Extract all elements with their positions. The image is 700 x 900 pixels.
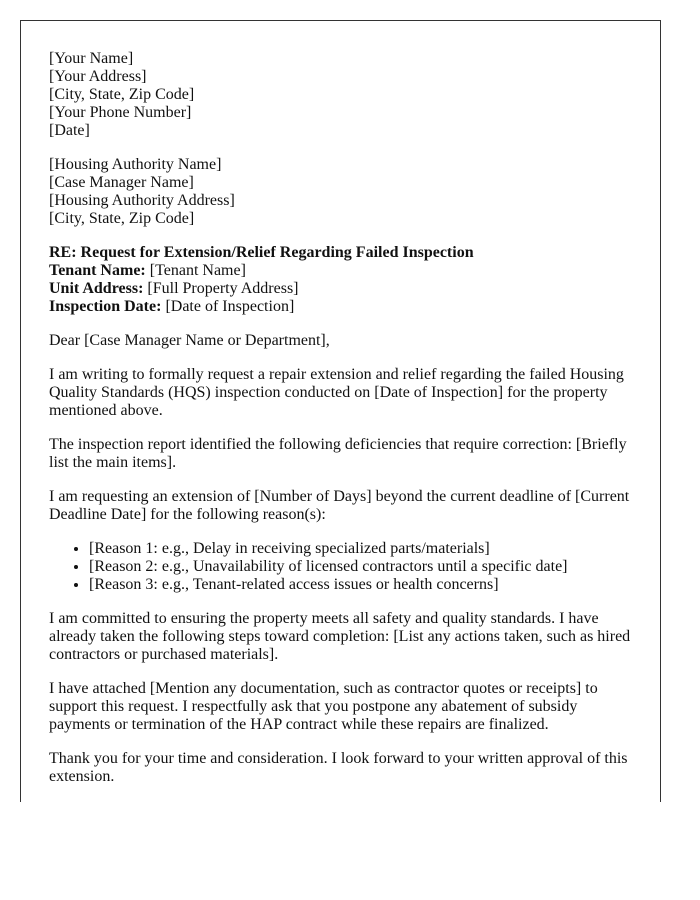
paragraph-extension: I am requesting an extension of [Number of Days] beyond the current deadline of [Current Deadline Date] for the following reason(s): bbox=[49, 488, 630, 523]
sender-phone: [Your Phone Number] bbox=[49, 104, 192, 121]
sender-city: [City, State, Zip Code] bbox=[49, 86, 195, 103]
unit-label: Unit Address: bbox=[49, 280, 144, 297]
salutation: Dear [Case Manager Name or Department], bbox=[49, 332, 330, 349]
tenant-label: Tenant Name: bbox=[49, 262, 146, 279]
sender-name: [Your Name] bbox=[49, 50, 134, 67]
paragraph-intro: I am writing to formally request a repair extension and relief regarding the failed Housing Quality Standards (HQS) inspection conducted on [Date of Inspection] for the property mentioned above. bbox=[49, 366, 624, 419]
re-block bbox=[49, 244, 632, 316]
inspection-date-line bbox=[49, 298, 632, 316]
recipient-block bbox=[49, 156, 632, 228]
recipient-manager: [Case Manager Name] bbox=[49, 174, 194, 191]
reason-item: • [Reason 3: e.g., Tenant-related access issues or health concerns] bbox=[89, 576, 632, 594]
sender-block bbox=[49, 50, 632, 140]
paragraph-attachments: I have attached [Mention any documentation, such as contractor quotes or receipts] to support this request. I respectfully ask that you postpone any abatement of subsidy payments or termination of the HAP contract while these repairs are finalized. bbox=[49, 680, 598, 733]
recipient-authority: [Housing Authority Name] bbox=[49, 156, 222, 173]
reason-item: • [Reason 1: e.g., Delay in receiving specialized parts/materials] bbox=[89, 540, 632, 558]
letter-date: [Date] bbox=[49, 122, 90, 139]
letter-page bbox=[20, 20, 661, 802]
re-subject: RE: Request for Extension/Relief Regarding Failed Inspection bbox=[49, 244, 474, 261]
paragraph-commitment: I am committed to ensuring the property meets all safety and quality standards. I have already taken the following steps toward completion: [List any actions taken, such as hired contractors or purchased materials]. bbox=[49, 610, 631, 663]
recipient-city: [City, State, Zip Code] bbox=[49, 210, 195, 227]
reasons-list bbox=[49, 540, 632, 594]
paragraph-deficiencies: The inspection report identified the following deficiencies that require correction: [Briefly list the main items]. bbox=[49, 436, 627, 471]
recipient-address: [Housing Authority Address] bbox=[49, 192, 235, 209]
unit-line bbox=[49, 280, 632, 298]
tenant-line bbox=[49, 262, 632, 280]
inspection-date-label: Inspection Date: bbox=[49, 298, 162, 315]
unit-value: [Full Property Address] bbox=[143, 280, 299, 297]
sender-address: [Your Address] bbox=[49, 68, 147, 85]
inspection-date-value: [Date of Inspection] bbox=[161, 298, 295, 315]
reason-item: • [Reason 2: e.g., Unavailability of licensed contractors until a specific date] bbox=[89, 558, 632, 576]
tenant-value: [Tenant Name] bbox=[145, 262, 246, 279]
paragraph-thanks: Thank you for your time and consideration. I look forward to your written approval of this extension. bbox=[49, 750, 628, 785]
